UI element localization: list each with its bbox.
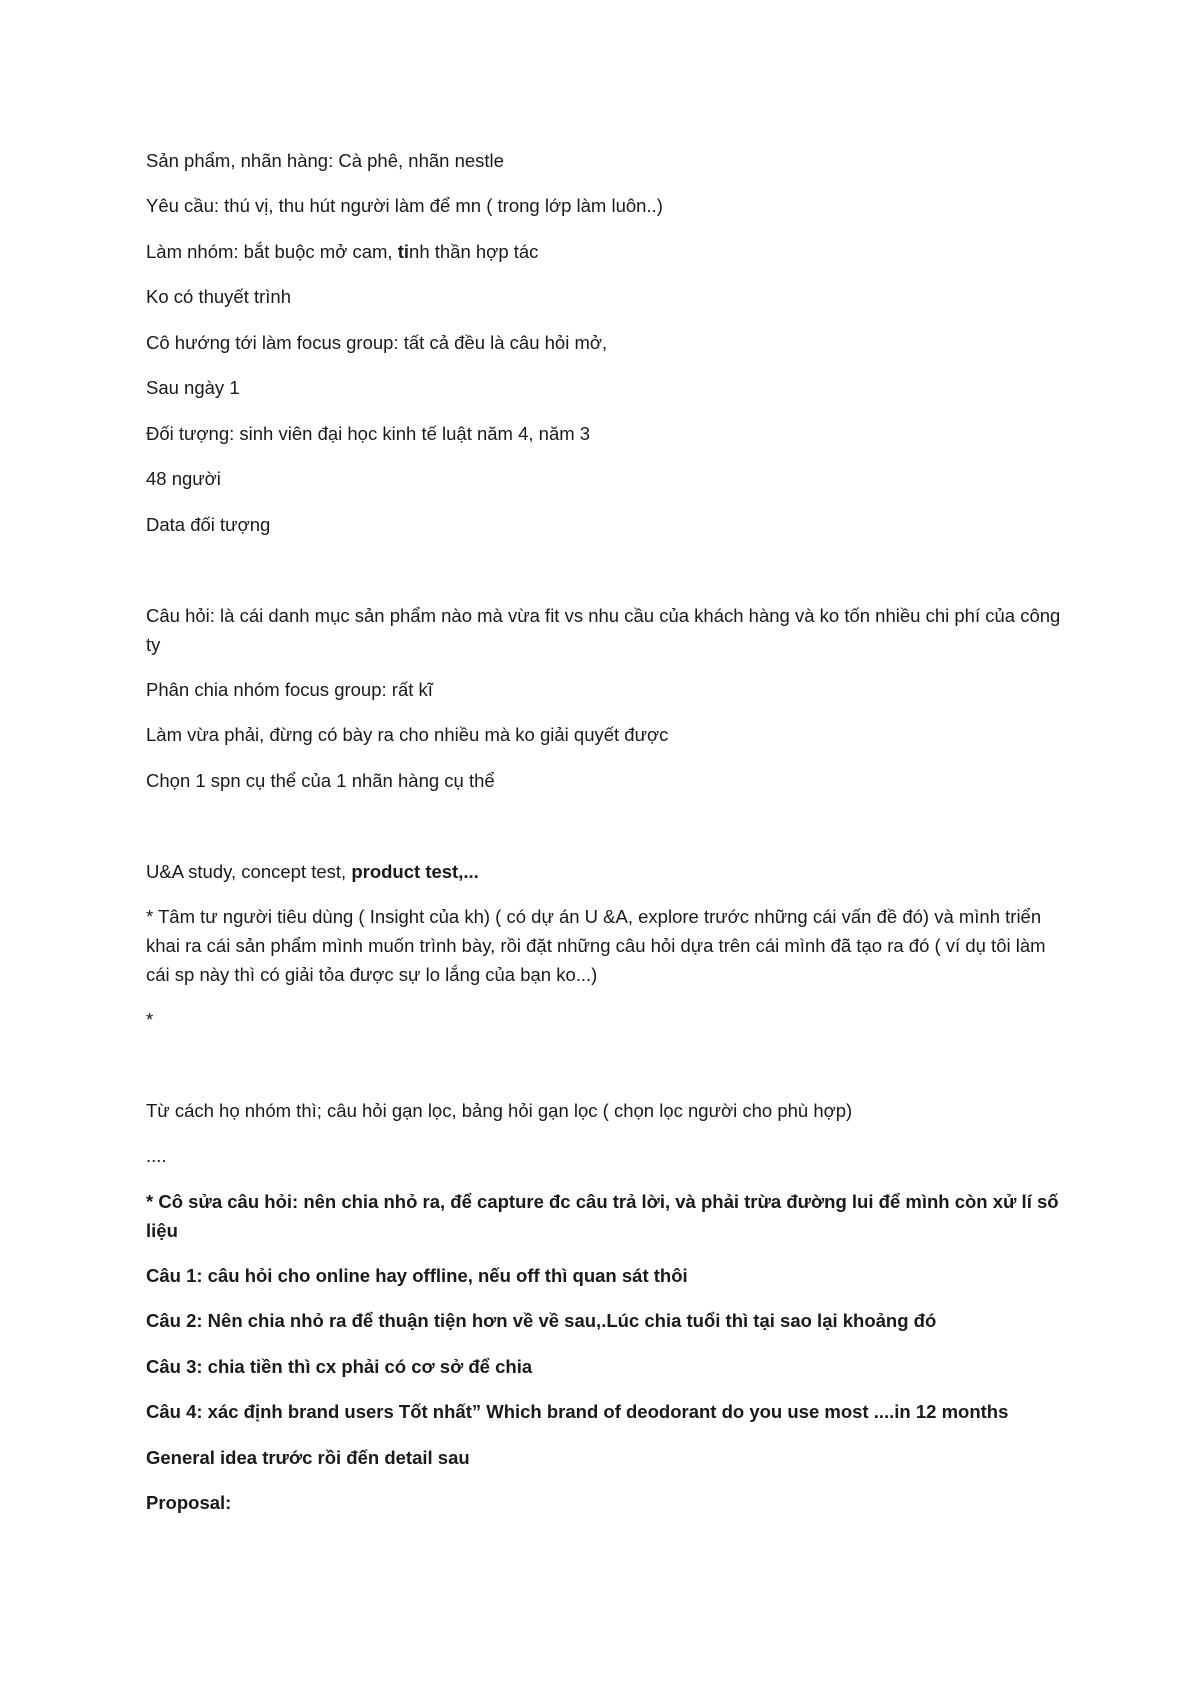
text-line-question: Câu hỏi: là cái danh mục sản phẩm nào mà vừa fit vs nhu cầu của khách hàng và ko tốn nhiều chi phí của công ty	[146, 605, 1061, 655]
text-line-choose-product: Chọn 1 spn cụ thể của 1 nhãn hàng cụ thể	[146, 770, 495, 791]
text-run: Làm nhóm: bắt buộc mở cam,	[146, 241, 398, 262]
text-line-q1: Câu 1: câu hỏi cho online hay offline, nếu off thì quan sát thôi	[146, 1265, 688, 1286]
text-line-general-idea: General idea trước rồi đến detail sau	[146, 1447, 470, 1468]
text-line-audience-data: Data đối tượng	[146, 514, 271, 535]
text-line-product-brand: Sản phẩm, nhãn hàng: Cà phê, nhãn nestle	[146, 150, 504, 171]
text-line-proposal: Proposal:	[146, 1492, 232, 1513]
text-line-bullet: *	[146, 1009, 154, 1030]
text-line-ellipsis: ....	[146, 1145, 167, 1166]
text-run: nh thần hợp tác	[409, 241, 539, 262]
text-line-screening: Từ cách họ nhóm thì; câu hỏi gạn lọc, bảng hỏi gạn lọc ( chọn lọc người cho phù hợp)	[146, 1100, 853, 1121]
text-line-teacher-fix: * Cô sửa câu hỏi: nên chia nhỏ ra, để capture đc câu trả lời, và phải trừa đường lui để mình còn xử lí số liệu	[146, 1191, 1059, 1241]
text-line-target-audience: Đối tượng: sinh viên đại học kinh tế luật năm 4, năm 3	[146, 423, 591, 444]
text-run: U&A study, concept test,	[146, 861, 352, 882]
text-run-bold: product test,...	[351, 861, 479, 882]
text-line-no-presentation: Ko có thuyết trình	[146, 286, 292, 307]
text-line-moderate: Làm vừa phải, đừng có bày ra cho nhiều mà ko giải quyết được	[146, 724, 669, 745]
text-line-q4: Câu 4: xác định brand users Tốt nhất” Which brand of deodorant do you use most ....in 12 months	[146, 1401, 1009, 1422]
text-line-consumer-insight: * Tâm tư người tiêu dùng ( Insight của kh) ( có dự án U &A, explore trước những cái vấn đề đó) và mình triển khai ra cái sản phẩm mình muốn trình bày, rồi đặt những câu hỏi dựa trên cái mình đã tạo ra đó ( ví dụ tôi làm cái sp này thì có giải tỏa được sự lo lắng của bạn ko...)	[146, 906, 1046, 985]
text-run-bold: ti	[397, 241, 410, 262]
text-line-focus-group: Cô hướng tới làm focus group: tất cả đều là câu hỏi mở,	[146, 332, 608, 353]
text-line-48-people: 48 người	[146, 468, 221, 489]
text-line-q2: Câu 2: Nên chia nhỏ ra để thuận tiện hơn về về sau,.Lúc chia tuổi thì tại sao lại khoảng đó	[146, 1310, 937, 1331]
text-line-requirement: Yêu cầu: thú vị, thu hút người làm để mn ( trong lớp làm luôn..)	[146, 195, 663, 216]
text-line-group-division: Phân chia nhóm focus group: rất kĩ	[146, 679, 433, 700]
text-line-study-types	[146, 857, 1066, 886]
text-line-after-day-1: Sau ngày 1	[146, 377, 240, 398]
text-line-group-work	[146, 237, 1066, 266]
text-line-q3: Câu 3: chia tiền thì cx phải có cơ sở để chia	[146, 1356, 533, 1377]
